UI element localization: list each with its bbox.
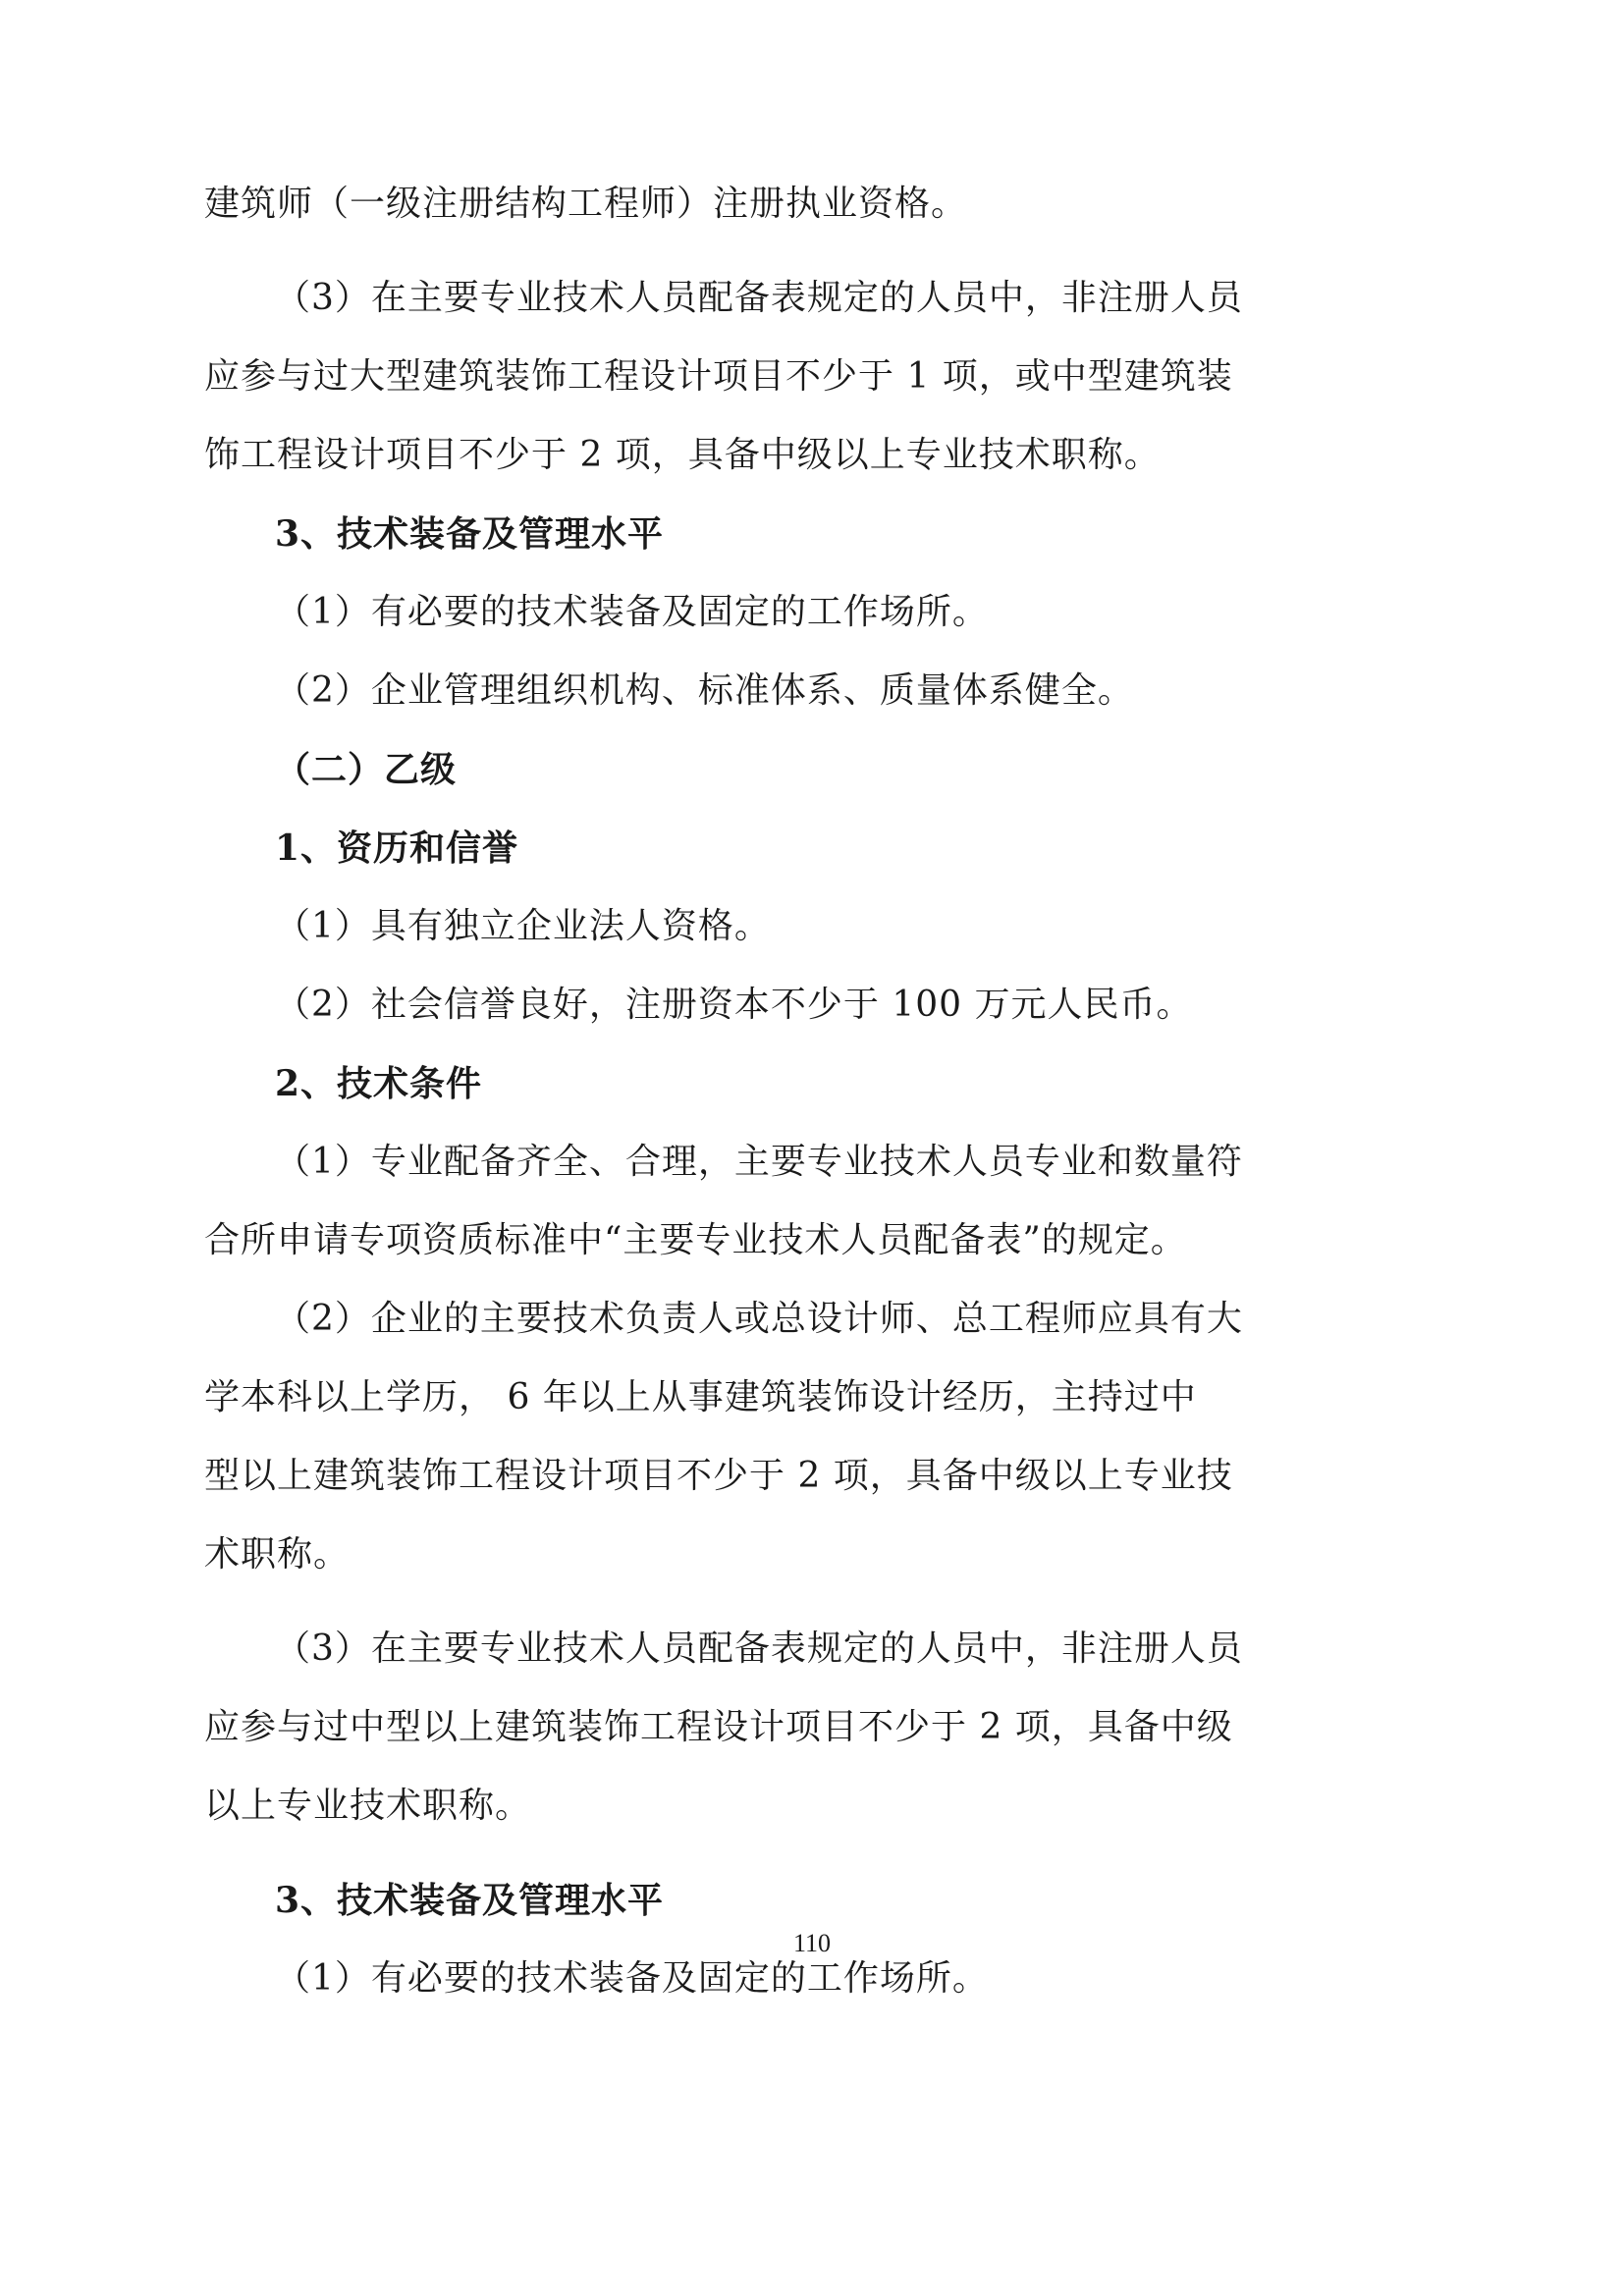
paragraph-line: （1）有必要的技术装备及固定的工作场所。 <box>275 592 989 632</box>
paragraph-line: （1）专业配备齐全、合理，主要专业技术人员专业和数量符 <box>275 1142 1243 1182</box>
section-heading: （二）乙级 <box>275 749 458 790</box>
paragraph-line: （3）在主要专业技术人员配备表规定的人员中，非注册人员 <box>275 278 1243 318</box>
paragraph-line: 型以上建筑装饰工程设计项目不少于 2 项，具备中级以上专业技 <box>204 1456 1233 1496</box>
paragraph-line: 应参与过中型以上建筑装饰工程设计项目不少于 2 项，具备中级 <box>204 1707 1233 1747</box>
paragraph-line: 术职称。 <box>204 1534 351 1575</box>
paragraph-line: （1）具有独立企业法人资格。 <box>275 906 771 946</box>
section-heading: 1、资历和信誉 <box>275 828 519 869</box>
paragraph-line: 学本科以上学历， 6 年以上从事建筑装饰设计经历，主持过中 <box>204 1377 1197 1417</box>
paragraph-line: 合所申请专项资质标准中“主要专业技术人员配备表”的规定。 <box>204 1220 1187 1260</box>
paragraph-line: （2）企业的主要技术负责人或总设计师、总工程师应具有大 <box>275 1299 1243 1339</box>
page-body <box>204 165 1324 2018</box>
paragraph-line: 以上专业技术职称。 <box>204 1786 532 1826</box>
section-heading: 2、技术条件 <box>275 1063 483 1104</box>
paragraph-line: （1）有必要的技术装备及固定的工作场所。 <box>275 1958 989 1999</box>
paragraph-line: （3）在主要专业技术人员配备表规定的人员中，非注册人员 <box>275 1629 1243 1669</box>
paragraph-line: （2）企业管理组织机构、标准体系、质量体系健全。 <box>275 670 1134 711</box>
paragraph-line: 应参与过大型建筑装饰工程设计项目不少于 1 项，或中型建筑装 <box>204 356 1233 397</box>
paragraph-line: 饰工程设计项目不少于 2 项，具备中级以上专业技术职称。 <box>204 435 1161 475</box>
section-heading: 3、技术装备及管理水平 <box>275 1880 665 1921</box>
paragraph-line: 建筑师（一级注册结构工程师）注册执业资格。 <box>204 184 968 224</box>
section-heading: 3、技术装备及管理水平 <box>275 513 665 555</box>
paragraph-line: （2）社会信誉良好，注册资本不少于 100 万元人民币。 <box>275 985 1193 1025</box>
page-number: 110 <box>792 1929 832 1957</box>
